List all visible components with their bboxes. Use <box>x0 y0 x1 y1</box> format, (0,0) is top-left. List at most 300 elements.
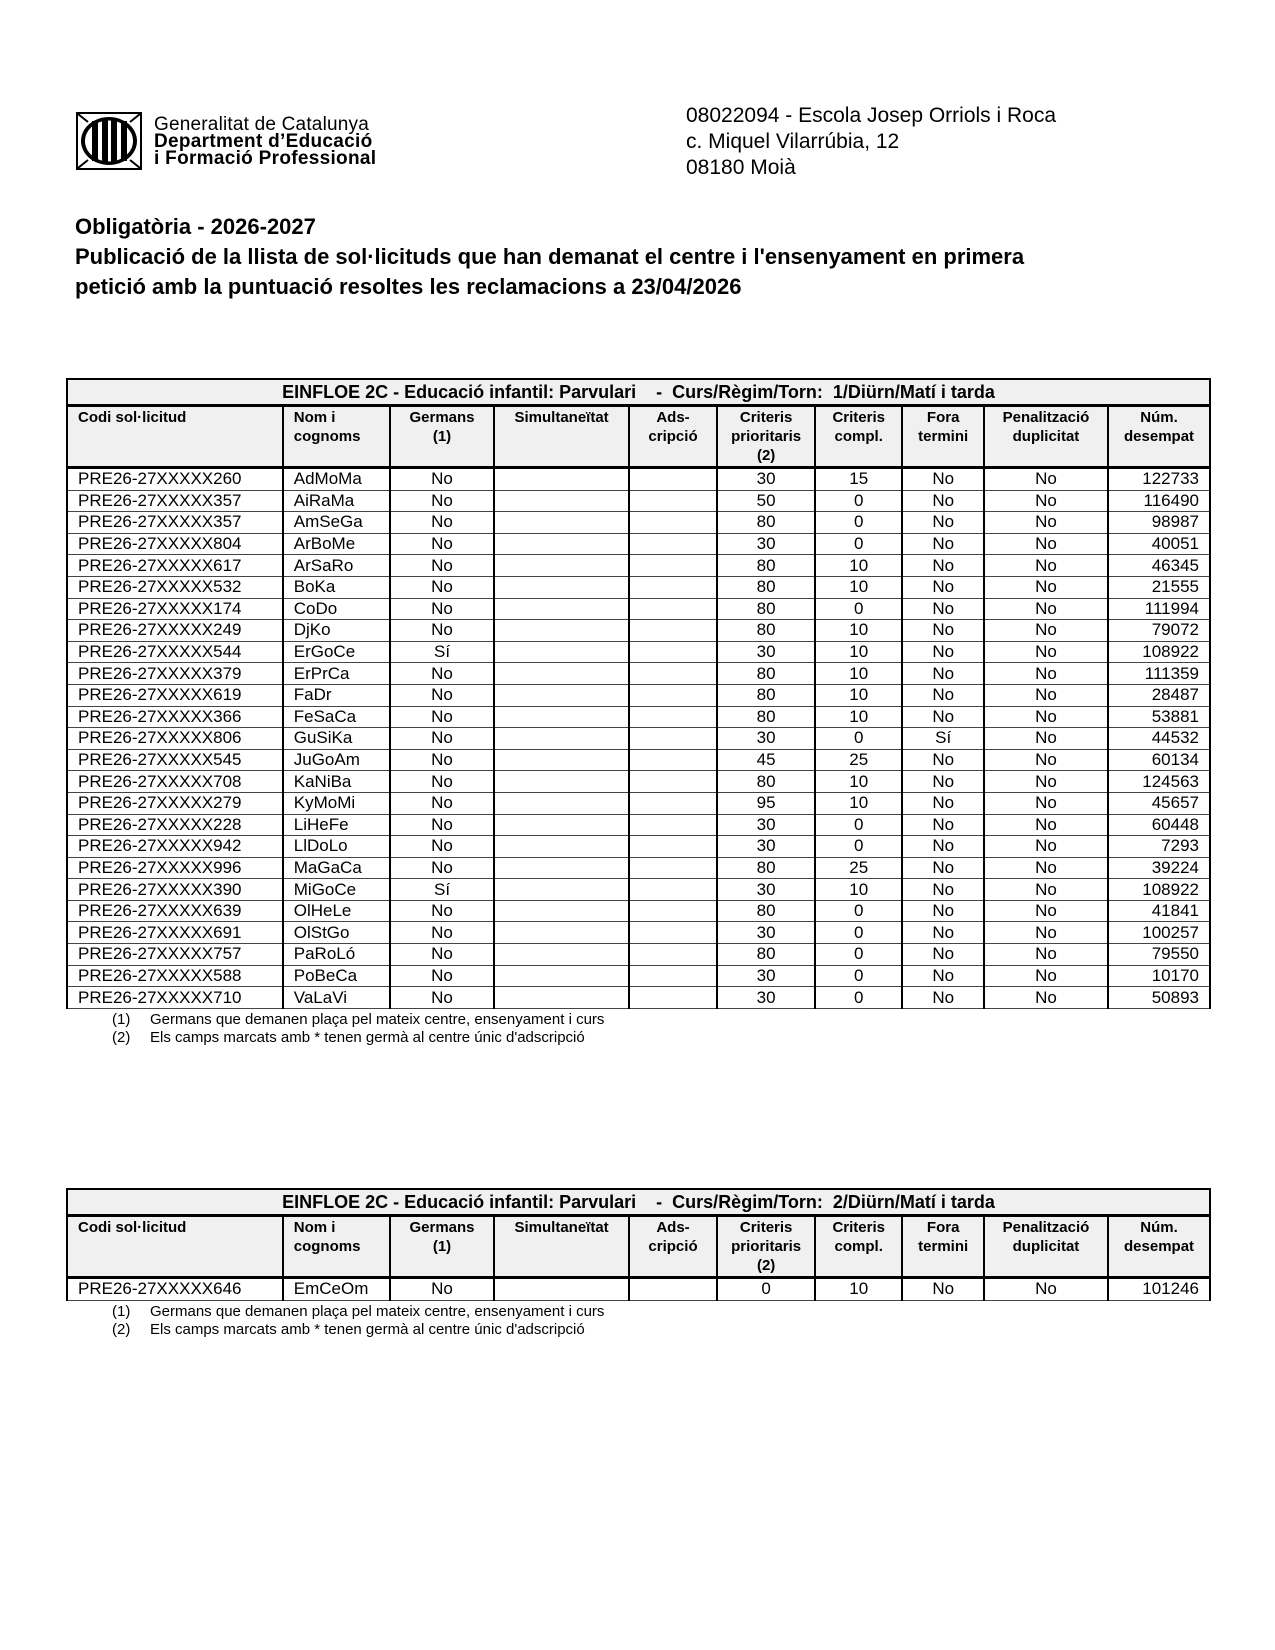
cell-criteris-compl: 10 <box>815 576 903 598</box>
logo-line-department: Department d’Educació <box>154 130 373 152</box>
cell-penalitzacio: No <box>984 792 1108 814</box>
cell-criteris-compl: 15 <box>815 468 903 491</box>
table-row <box>67 792 1210 814</box>
cell-fora-termini: No <box>902 814 983 836</box>
cell-germans: No <box>390 900 495 922</box>
cell-penalitzacio: No <box>984 922 1108 944</box>
cell-criteris-prioritaris: 80 <box>717 598 815 620</box>
cell-codi: PRE26-27XXXXX708 <box>67 771 283 793</box>
col-germans: Germans (1) <box>390 1216 495 1278</box>
cell-criteris-compl: 10 <box>815 663 903 685</box>
cell-fora-termini: No <box>902 771 983 793</box>
cell-simultaneitat <box>494 900 628 922</box>
cell-simultaneitat <box>494 490 628 512</box>
cell-criteris-compl: 10 <box>815 555 903 577</box>
cell-codi: PRE26-27XXXXX228 <box>67 814 283 836</box>
table-row <box>67 879 1210 901</box>
cell-num-desempat: 7293 <box>1108 836 1210 858</box>
note-1: (1) Germans que demanen plaça pel mateix centre, ensenyament i curs <box>112 1302 605 1320</box>
cell-nom: JuGoAm <box>283 749 390 771</box>
cell-simultaneitat <box>494 512 628 534</box>
cell-fora-termini: No <box>902 576 983 598</box>
cell-fora-termini: No <box>902 1278 983 1301</box>
applications-table-course-2 <box>66 1188 1211 1339</box>
col-criteris-prioritaris: Criteris prioritaris (2) <box>717 1216 815 1278</box>
cell-adscripcio <box>629 814 718 836</box>
document-title <box>75 212 1195 302</box>
cell-simultaneitat <box>494 922 628 944</box>
title-line-2: Publicació de la llista de sol·licituds que han demanat el centre i l'ensenyament en primera <box>75 244 1025 269</box>
cell-adscripcio <box>629 792 718 814</box>
cell-num-desempat: 122733 <box>1108 468 1210 491</box>
cell-adscripcio <box>629 771 718 793</box>
cell-criteris-compl: 0 <box>815 814 903 836</box>
cell-simultaneitat <box>494 555 628 577</box>
cell-penalitzacio: No <box>984 468 1108 491</box>
cell-criteris-compl: 10 <box>815 792 903 814</box>
table-row <box>67 987 1210 1009</box>
cell-fora-termini: No <box>902 620 983 642</box>
cell-num-desempat: 39224 <box>1108 857 1210 879</box>
cell-codi: PRE26-27XXXXX757 <box>67 944 283 966</box>
cell-criteris-prioritaris: 80 <box>717 771 815 793</box>
cell-fora-termini: No <box>902 641 983 663</box>
cell-penalitzacio: No <box>984 879 1108 901</box>
cell-fora-termini: No <box>902 922 983 944</box>
table-row <box>67 900 1210 922</box>
cell-num-desempat: 100257 <box>1108 922 1210 944</box>
cell-num-desempat: 60448 <box>1108 814 1210 836</box>
cell-codi: PRE26-27XXXXX617 <box>67 555 283 577</box>
cell-num-desempat: 108922 <box>1108 879 1210 901</box>
table-row <box>67 641 1210 663</box>
table-row <box>67 468 1210 491</box>
school-name: 08022094 - Escola Josep Orriols i Roca <box>686 104 1057 127</box>
col-fora-termini: Fora termini <box>902 1216 983 1278</box>
cell-germans: No <box>390 792 495 814</box>
cell-fora-termini: No <box>902 792 983 814</box>
cell-simultaneitat <box>494 814 628 836</box>
table-row <box>67 533 1210 555</box>
cell-penalitzacio: No <box>984 728 1108 750</box>
cell-adscripcio <box>629 663 718 685</box>
cell-criteris-prioritaris: 30 <box>717 814 815 836</box>
title-line-3: petició amb la puntuació resoltes les reclamacions a 23/04/2026 <box>75 274 742 299</box>
col-num-desempat: Núm. desempat <box>1108 1216 1210 1278</box>
table-row <box>67 555 1210 577</box>
cell-penalitzacio: No <box>984 598 1108 620</box>
logo-line-formacio: i Formació Professional <box>154 147 377 169</box>
cell-codi: PRE26-27XXXXX710 <box>67 987 283 1009</box>
cell-criteris-compl: 0 <box>815 728 903 750</box>
generalitat-emblem-icon <box>76 112 142 170</box>
cell-fora-termini: No <box>902 836 983 858</box>
cell-simultaneitat <box>494 792 628 814</box>
table-notes <box>66 1011 1211 1047</box>
cell-germans: No <box>390 771 495 793</box>
cell-penalitzacio: No <box>984 900 1108 922</box>
cell-adscripcio <box>629 706 718 728</box>
cell-simultaneitat <box>494 598 628 620</box>
cell-criteris-prioritaris: 80 <box>717 944 815 966</box>
cell-fora-termini: No <box>902 706 983 728</box>
cell-criteris-prioritaris: 30 <box>717 879 815 901</box>
table-row <box>67 922 1210 944</box>
cell-fora-termini: No <box>902 684 983 706</box>
col-penalitzacio: Penalització duplicitat <box>984 1216 1108 1278</box>
cell-codi: PRE26-27XXXXX532 <box>67 576 283 598</box>
cell-num-desempat: 50893 <box>1108 987 1210 1009</box>
cell-codi: PRE26-27XXXXX942 <box>67 836 283 858</box>
cell-criteris-prioritaris: 30 <box>717 468 815 491</box>
cell-nom: GuSiKa <box>283 728 390 750</box>
col-germans: Germans (1) <box>390 406 495 468</box>
table-row <box>67 1278 1210 1301</box>
cell-penalitzacio: No <box>984 706 1108 728</box>
cell-germans: No <box>390 965 495 987</box>
cell-germans: No <box>390 1278 495 1301</box>
cell-criteris-prioritaris: 30 <box>717 641 815 663</box>
school-city: 08180 Moià <box>686 156 796 179</box>
col-num-desempat: Núm. desempat <box>1108 406 1210 468</box>
cell-criteris-compl: 0 <box>815 490 903 512</box>
cell-penalitzacio: No <box>984 620 1108 642</box>
table-row <box>67 836 1210 858</box>
cell-germans: Sí <box>390 641 495 663</box>
cell-codi: PRE26-27XXXXX588 <box>67 965 283 987</box>
cell-adscripcio <box>629 468 718 491</box>
cell-criteris-compl: 10 <box>815 771 903 793</box>
cell-codi: PRE26-27XXXXX545 <box>67 749 283 771</box>
col-adscripcio: Ads- cripció <box>629 406 718 468</box>
cell-codi: PRE26-27XXXXX379 <box>67 663 283 685</box>
cell-adscripcio <box>629 1278 718 1301</box>
cell-simultaneitat <box>494 576 628 598</box>
cell-criteris-compl: 0 <box>815 533 903 555</box>
school-street: c. Miquel Vilarrúbia, 12 <box>686 130 900 153</box>
cell-criteris-prioritaris: 80 <box>717 512 815 534</box>
cell-criteris-prioritaris: 80 <box>717 900 815 922</box>
cell-criteris-compl: 10 <box>815 706 903 728</box>
cell-fora-termini: No <box>902 468 983 491</box>
cell-num-desempat: 111994 <box>1108 598 1210 620</box>
table-row <box>67 814 1210 836</box>
cell-codi: PRE26-27XXXXX619 <box>67 684 283 706</box>
cell-fora-termini: No <box>902 533 983 555</box>
cell-criteris-compl: 10 <box>815 620 903 642</box>
cell-germans: No <box>390 836 495 858</box>
cell-fora-termini: No <box>902 749 983 771</box>
cell-num-desempat: 45657 <box>1108 792 1210 814</box>
cell-adscripcio <box>629 533 718 555</box>
cell-criteris-compl: 0 <box>815 836 903 858</box>
cell-germans: No <box>390 490 495 512</box>
cell-fora-termini: No <box>902 663 983 685</box>
cell-criteris-compl: 25 <box>815 857 903 879</box>
cell-num-desempat: 116490 <box>1108 490 1210 512</box>
cell-simultaneitat <box>494 1278 628 1301</box>
cell-num-desempat: 79072 <box>1108 620 1210 642</box>
cell-criteris-prioritaris: 50 <box>717 490 815 512</box>
table-row <box>67 857 1210 879</box>
cell-penalitzacio: No <box>984 771 1108 793</box>
cell-simultaneitat <box>494 771 628 793</box>
cell-nom: FaDr <box>283 684 390 706</box>
cell-simultaneitat <box>494 749 628 771</box>
cell-germans: No <box>390 922 495 944</box>
cell-nom: AmSeGa <box>283 512 390 534</box>
cell-fora-termini: No <box>902 987 983 1009</box>
table-caption: EINFLOE 2C - Educació infantil: Parvulari - Curs/Règim/Torn: 1/Diürn/Matí i tarda <box>67 379 1210 406</box>
cell-nom: OlHeLe <box>283 900 390 922</box>
cell-num-desempat: 98987 <box>1108 512 1210 534</box>
cell-simultaneitat <box>494 728 628 750</box>
cell-num-desempat: 60134 <box>1108 749 1210 771</box>
table-row <box>67 512 1210 534</box>
cell-germans: No <box>390 684 495 706</box>
cell-germans: No <box>390 857 495 879</box>
cell-criteris-prioritaris: 95 <box>717 792 815 814</box>
col-simultaneitat: Simultaneïtat <box>494 1216 628 1278</box>
cell-penalitzacio: No <box>984 836 1108 858</box>
cell-nom: AdMoMa <box>283 468 390 491</box>
cell-codi: PRE26-27XXXXX390 <box>67 879 283 901</box>
cell-nom: PaRoLó <box>283 944 390 966</box>
cell-adscripcio <box>629 641 718 663</box>
cell-penalitzacio: No <box>984 857 1108 879</box>
cell-criteris-compl: 10 <box>815 684 903 706</box>
cell-criteris-prioritaris: 80 <box>717 663 815 685</box>
table-notes <box>66 1303 1211 1339</box>
cell-nom: AiRaMa <box>283 490 390 512</box>
cell-simultaneitat <box>494 533 628 555</box>
cell-nom: PoBeCa <box>283 965 390 987</box>
table-row <box>67 598 1210 620</box>
cell-fora-termini: No <box>902 900 983 922</box>
cell-codi: PRE26-27XXXXX646 <box>67 1278 283 1301</box>
cell-codi: PRE26-27XXXXX806 <box>67 728 283 750</box>
cell-germans: No <box>390 944 495 966</box>
cell-nom: ArSaRo <box>283 555 390 577</box>
note-2: (2) Els camps marcats amb * tenen germà al centre únic d'adscripció <box>112 1028 585 1046</box>
cell-adscripcio <box>629 490 718 512</box>
cell-criteris-prioritaris: 30 <box>717 922 815 944</box>
cell-adscripcio <box>629 576 718 598</box>
table-row <box>67 684 1210 706</box>
col-fora-termini: Fora termini <box>902 406 983 468</box>
cell-num-desempat: 124563 <box>1108 771 1210 793</box>
cell-penalitzacio: No <box>984 576 1108 598</box>
cell-codi: PRE26-27XXXXX366 <box>67 706 283 728</box>
cell-criteris-prioritaris: 80 <box>717 684 815 706</box>
cell-criteris-compl: 0 <box>815 987 903 1009</box>
cell-codi: PRE26-27XXXXX279 <box>67 792 283 814</box>
cell-codi: PRE26-27XXXXX996 <box>67 857 283 879</box>
cell-adscripcio <box>629 857 718 879</box>
cell-penalitzacio: No <box>984 814 1108 836</box>
cell-num-desempat: 28487 <box>1108 684 1210 706</box>
table-row <box>67 576 1210 598</box>
cell-simultaneitat <box>494 641 628 663</box>
cell-germans: No <box>390 706 495 728</box>
table-row <box>67 490 1210 512</box>
cell-nom: MaGaCa <box>283 857 390 879</box>
cell-num-desempat: 21555 <box>1108 576 1210 598</box>
cell-criteris-compl: 10 <box>815 1278 903 1301</box>
title-year: Obligatòria - 2026-2027 <box>75 214 316 239</box>
cell-criteris-compl: 10 <box>815 879 903 901</box>
cell-penalitzacio: No <box>984 663 1108 685</box>
cell-simultaneitat <box>494 879 628 901</box>
col-criteris-compl: Criteris compl. <box>815 1216 903 1278</box>
cell-num-desempat: 53881 <box>1108 706 1210 728</box>
cell-adscripcio <box>629 728 718 750</box>
note-2: (2) Els camps marcats amb * tenen germà al centre únic d'adscripció <box>112 1320 585 1338</box>
cell-penalitzacio: No <box>984 512 1108 534</box>
cell-nom: OlStGo <box>283 922 390 944</box>
cell-fora-termini: No <box>902 598 983 620</box>
cell-codi: PRE26-27XXXXX691 <box>67 922 283 944</box>
cell-simultaneitat <box>494 944 628 966</box>
col-codi: Codi sol·licitud <box>67 1216 283 1278</box>
cell-codi: PRE26-27XXXXX639 <box>67 900 283 922</box>
cell-nom: LiHeFe <box>283 814 390 836</box>
cell-germans: No <box>390 512 495 534</box>
cell-criteris-prioritaris: 30 <box>717 987 815 1009</box>
cell-num-desempat: 44532 <box>1108 728 1210 750</box>
cell-penalitzacio: No <box>984 1278 1108 1301</box>
cell-adscripcio <box>629 620 718 642</box>
cell-germans: No <box>390 814 495 836</box>
col-penalitzacio: Penalització duplicitat <box>984 406 1108 468</box>
table-row <box>67 728 1210 750</box>
cell-penalitzacio: No <box>984 987 1108 1009</box>
cell-criteris-compl: 0 <box>815 900 903 922</box>
column-headers <box>67 406 1210 468</box>
cell-adscripcio <box>629 555 718 577</box>
cell-codi: PRE26-27XXXXX804 <box>67 533 283 555</box>
cell-germans: Sí <box>390 879 495 901</box>
cell-adscripcio <box>629 836 718 858</box>
col-simultaneitat: Simultaneïtat <box>494 406 628 468</box>
cell-criteris-prioritaris: 80 <box>717 857 815 879</box>
cell-criteris-compl: 0 <box>815 965 903 987</box>
cell-criteris-compl: 0 <box>815 944 903 966</box>
cell-num-desempat: 79550 <box>1108 944 1210 966</box>
table-row <box>67 749 1210 771</box>
cell-simultaneitat <box>494 684 628 706</box>
cell-penalitzacio: No <box>984 965 1108 987</box>
cell-penalitzacio: No <box>984 749 1108 771</box>
cell-germans: No <box>390 620 495 642</box>
cell-codi: PRE26-27XXXXX260 <box>67 468 283 491</box>
cell-criteris-prioritaris: 80 <box>717 555 815 577</box>
cell-fora-termini: No <box>902 490 983 512</box>
col-codi: Codi sol·licitud <box>67 406 283 468</box>
cell-adscripcio <box>629 944 718 966</box>
cell-num-desempat: 41841 <box>1108 900 1210 922</box>
col-adscripcio: Ads- cripció <box>629 1216 718 1278</box>
cell-nom: KaNiBa <box>283 771 390 793</box>
cell-nom: EmCeOm <box>283 1278 390 1301</box>
cell-criteris-compl: 10 <box>815 641 903 663</box>
cell-adscripcio <box>629 749 718 771</box>
cell-simultaneitat <box>494 706 628 728</box>
cell-nom: KyMoMi <box>283 792 390 814</box>
cell-criteris-compl: 0 <box>815 922 903 944</box>
cell-criteris-prioritaris: 80 <box>717 706 815 728</box>
col-nom: Nom i cognoms <box>283 406 390 468</box>
cell-germans: No <box>390 468 495 491</box>
table-row <box>67 706 1210 728</box>
col-criteris-compl: Criteris compl. <box>815 406 903 468</box>
cell-nom: BoKa <box>283 576 390 598</box>
cell-simultaneitat <box>494 663 628 685</box>
cell-criteris-prioritaris: 30 <box>717 533 815 555</box>
cell-adscripcio <box>629 879 718 901</box>
cell-num-desempat: 10170 <box>1108 965 1210 987</box>
cell-germans: No <box>390 987 495 1009</box>
table-row <box>67 620 1210 642</box>
cell-fora-termini: No <box>902 944 983 966</box>
cell-germans: No <box>390 663 495 685</box>
cell-penalitzacio: No <box>984 641 1108 663</box>
cell-adscripcio <box>629 598 718 620</box>
cell-penalitzacio: No <box>984 490 1108 512</box>
table-row <box>67 944 1210 966</box>
cell-num-desempat: 108922 <box>1108 641 1210 663</box>
cell-num-desempat: 101246 <box>1108 1278 1210 1301</box>
cell-adscripcio <box>629 512 718 534</box>
col-criteris-prioritaris: Criteris prioritaris (2) <box>717 406 815 468</box>
cell-codi: PRE26-27XXXXX357 <box>67 512 283 534</box>
cell-criteris-prioritaris: 30 <box>717 836 815 858</box>
cell-criteris-prioritaris: 30 <box>717 965 815 987</box>
cell-penalitzacio: No <box>984 944 1108 966</box>
note-1: (1) Germans que demanen plaça pel mateix centre, ensenyament i curs <box>112 1010 605 1028</box>
cell-criteris-compl: 0 <box>815 598 903 620</box>
cell-criteris-prioritaris: 80 <box>717 576 815 598</box>
cell-nom: LlDoLo <box>283 836 390 858</box>
cell-fora-termini: Sí <box>902 728 983 750</box>
logo-line-generalitat: Generalitat de Catalunya <box>154 113 369 135</box>
cell-fora-termini: No <box>902 555 983 577</box>
cell-nom: DjKo <box>283 620 390 642</box>
cell-simultaneitat <box>494 620 628 642</box>
cell-simultaneitat <box>494 857 628 879</box>
cell-adscripcio <box>629 987 718 1009</box>
table-row <box>67 663 1210 685</box>
column-headers <box>67 1216 1210 1278</box>
cell-germans: No <box>390 555 495 577</box>
cell-criteris-compl: 25 <box>815 749 903 771</box>
col-nom: Nom i cognoms <box>283 1216 390 1278</box>
cell-fora-termini: No <box>902 879 983 901</box>
cell-simultaneitat <box>494 836 628 858</box>
cell-fora-termini: No <box>902 965 983 987</box>
cell-codi: PRE26-27XXXXX544 <box>67 641 283 663</box>
cell-nom: ErGoCe <box>283 641 390 663</box>
cell-criteris-prioritaris: 80 <box>717 620 815 642</box>
cell-codi: PRE26-27XXXXX249 <box>67 620 283 642</box>
cell-codi: PRE26-27XXXXX357 <box>67 490 283 512</box>
cell-germans: No <box>390 598 495 620</box>
cell-simultaneitat <box>494 987 628 1009</box>
cell-fora-termini: No <box>902 512 983 534</box>
cell-adscripcio <box>629 922 718 944</box>
cell-germans: No <box>390 576 495 598</box>
cell-codi: PRE26-27XXXXX174 <box>67 598 283 620</box>
